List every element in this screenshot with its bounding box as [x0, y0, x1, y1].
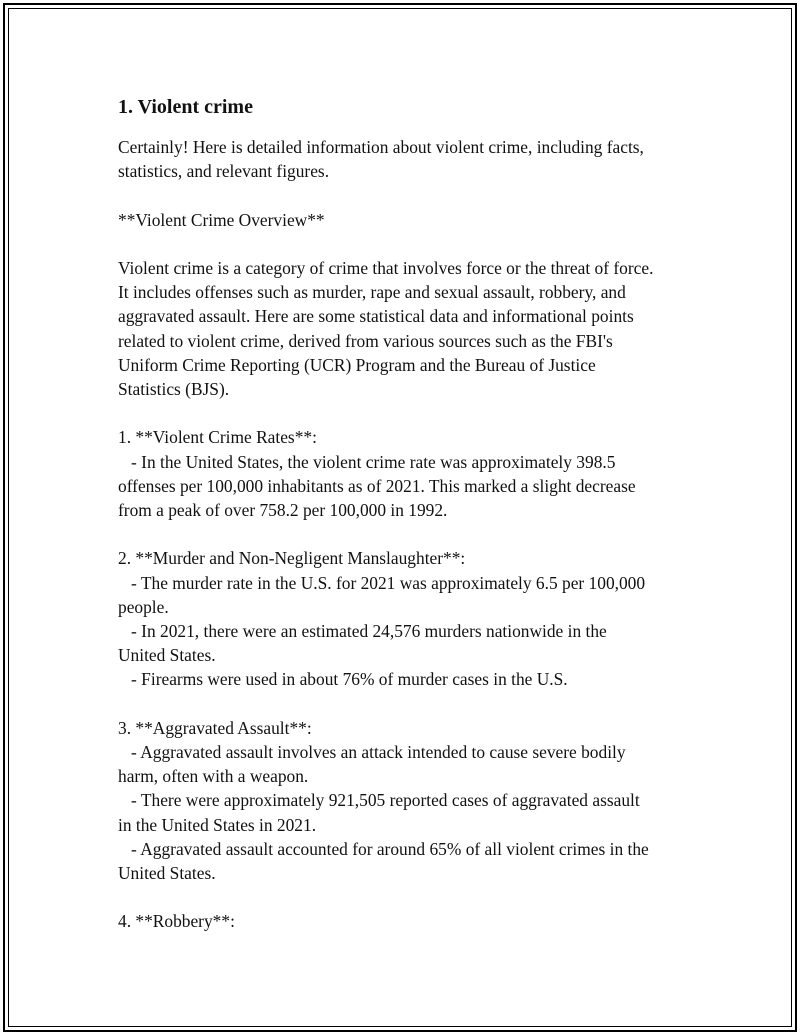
section-murder: 2. **Murder and Non-Negligent Manslaughter**: - The murder rate in the U.S. for 2021 was approximately 6.5 per 100,000 people. - In 2021, there were an estimated 24,576 murders nationwide in the United States. - Firearms were used in about 76% of murder cases in the U.S. — [118, 548, 646, 690]
document-body — [118, 93, 698, 934]
section-robbery: 4. **Robbery**: — [118, 911, 235, 932]
section-violent-crime-rates: 1. **Violent Crime Rates**: - In the United States, the violent crime rate was approximately 398.5 offenses per 100,000 inhabitants as of 2021. This marked a slight decrease from a peak of over 758.2 per 100,000 in 1992. — [118, 427, 636, 520]
intro-paragraph: Certainly! Here is detailed information about violent crime, including facts, statistics, and relevant figures. — [118, 137, 644, 182]
section-aggravated-assault: 3. **Aggravated Assault**: - Aggravated assault involves an attack intended to cause severe bodily harm, often with a weapon. - There were approximately 921,505 reported cases of aggravated assault in the United States in 2021. - Aggravated assault accounted for around 65% of all violent crimes in the United States. — [118, 717, 649, 884]
overview-paragraph: Violent crime is a category of crime that involves force or the threat of force. It includes offenses such as murder, rape and sexual assault, robbery, and aggravated assault. Here are some statistical data and informational points related to violent crime, derived from various sources such as the FBI's Uniform Crime Reporting (UCR) Program and the Bureau of Justice Statistics (BJS). — [118, 257, 654, 399]
document-heading: 1. Violent crime — [118, 96, 253, 118]
overview-title: **Violent Crime Overview** — [118, 209, 325, 230]
